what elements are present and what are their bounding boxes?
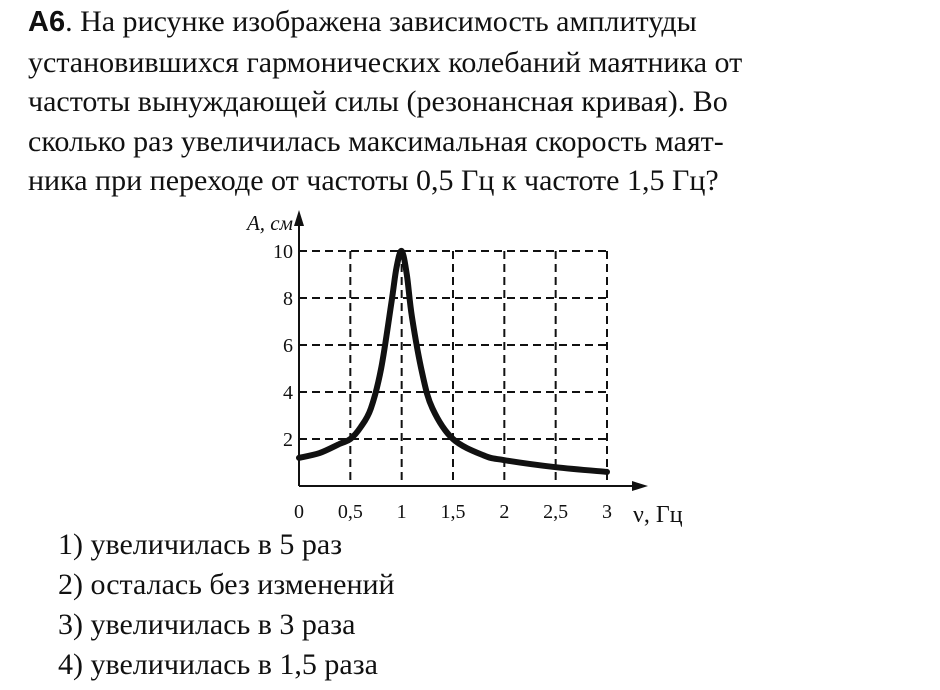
y-tick-label-0: 2 — [283, 429, 293, 451]
question-line-1-text: . На рисунке изображена зависимость амплитуды — [65, 5, 697, 38]
answer-option-4[interactable]: 4) увеличилась в 1,5 раза — [58, 648, 378, 681]
y-tick-label-2: 6 — [283, 335, 293, 357]
y-axis-arrow — [294, 210, 304, 226]
question-line-1 — [28, 2, 928, 43]
resonance-chart-svg — [220, 208, 710, 528]
x-tick-label-5: 2,5 — [543, 501, 569, 523]
question-line-5: ника при переходе от частоты 0,5 Гц к частоте 1,5 Гц? — [28, 164, 719, 197]
question-line-2: установившихся гармонических колебаний маятника от — [28, 45, 743, 79]
y-tick-label-4: 10 — [273, 241, 293, 263]
x-tick-label-0: 0 — [294, 501, 304, 523]
x-tick-label-4: 2 — [499, 501, 510, 523]
x-tick-label-2: 1 — [396, 501, 407, 523]
answer-option-3[interactable]: 3) увеличилась в 3 раза — [58, 608, 356, 641]
answer-options — [58, 525, 395, 685]
question-number: А6 — [28, 6, 66, 38]
y-tick-label-3: 8 — [283, 288, 293, 310]
question-text — [28, 2, 928, 201]
question-line-4: сколько раз увеличилась максимальная скорость маят- — [28, 124, 724, 158]
y-axis-label: A, см — [246, 211, 293, 235]
x-axis-label: ν, Гц — [633, 502, 683, 528]
answer-option-1[interactable]: 1) увеличилась в 5 раз — [58, 528, 343, 561]
y-tick-label-1: 4 — [283, 382, 293, 404]
x-tick-label-1: 0,5 — [337, 501, 363, 523]
x-axis-arrow — [632, 481, 648, 491]
x-tick-label-6: 3 — [602, 501, 612, 523]
resonance-chart — [220, 208, 710, 533]
question-line-3: частоты вынуждающей силы (резонансная кривая). Во — [28, 85, 728, 118]
x-tick-label-3: 1,5 — [440, 501, 466, 523]
answer-option-2[interactable]: 2) осталась без изменений — [58, 568, 395, 601]
